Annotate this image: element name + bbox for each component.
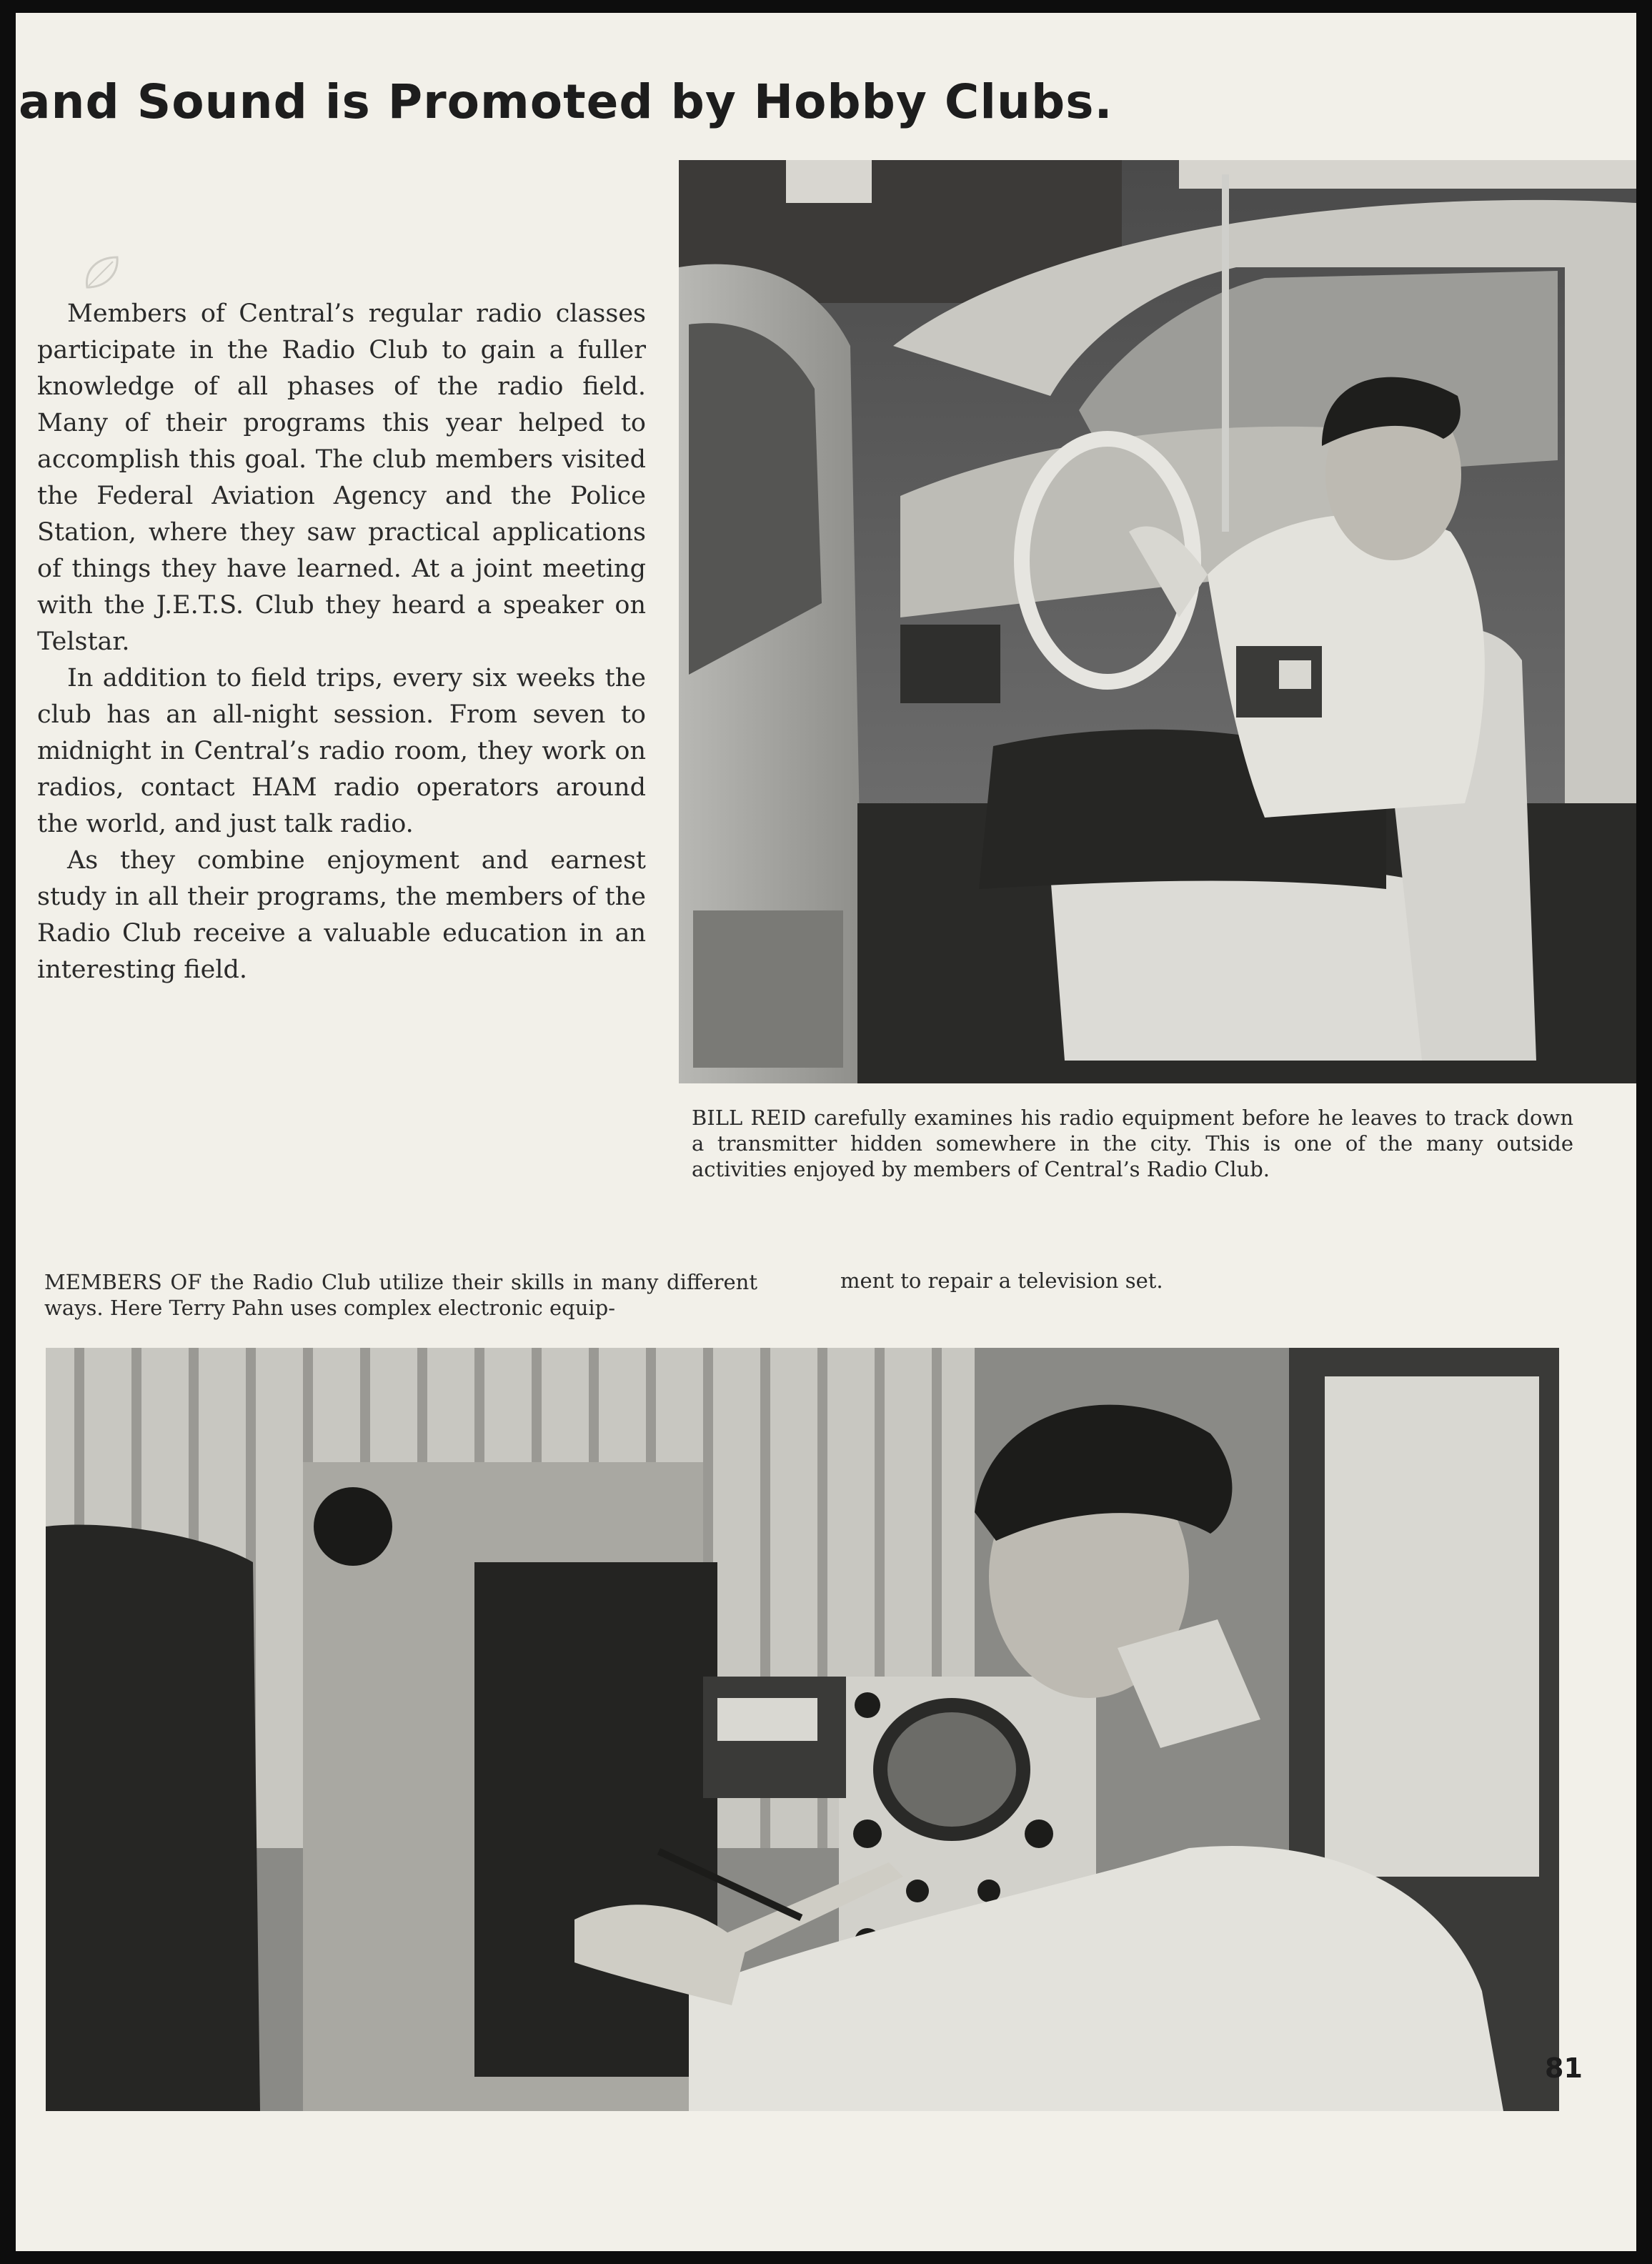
repair-photo-caption-part2: ment to repair a television set.	[840, 1268, 1163, 1293]
car-radio-photo	[679, 160, 1636, 1083]
page-headline: and Sound is Promoted by Hobby Clubs.	[19, 74, 1113, 129]
yearbook-page	[16, 13, 1636, 2251]
tv-repair-photo	[46, 1348, 1559, 2111]
body-paragraph: Members of Central’s regular radio classes participate in the Radio Club to gain a fuller knowledge of all phases of the radio field. Many of their programs this year helped to accomplish this goal. The club members visited the Federal Aviation Agency and the Police Station, where they saw practical applications of things they have learned. At a joint meeting with the J.E.T.S. Club they heard a speaker on Telstar.	[37, 299, 646, 656]
repair-photo-caption-part1: MEMBERS OF the Radio Club utilize their skills in many different ways. Here Terry Pahn uses complex electronic equip-	[44, 1270, 757, 1320]
page-number: 81	[1545, 2052, 1583, 2084]
body-paragraph: As they combine enjoyment and earnest study in all their programs, the members of the Radio Club receive a valuable education in an interesting field.	[37, 846, 646, 984]
car-photo-caption: BILL REID carefully examines his radio equipment before he leaves to track down a transmitter hidden somewhere in the city. This is one of the many outside activities enjoyed by members of Central’s Radio Club.	[692, 1106, 1573, 1181]
leaf-ornament-icon	[81, 253, 121, 292]
body-paragraph: In addition to field trips, every six weeks the club has an all-night session. From seven to midnight in Central’s radio room, they work on radios, contact HAM radio operators around the world, and just talk radio.	[37, 664, 646, 838]
article-body	[37, 296, 646, 988]
